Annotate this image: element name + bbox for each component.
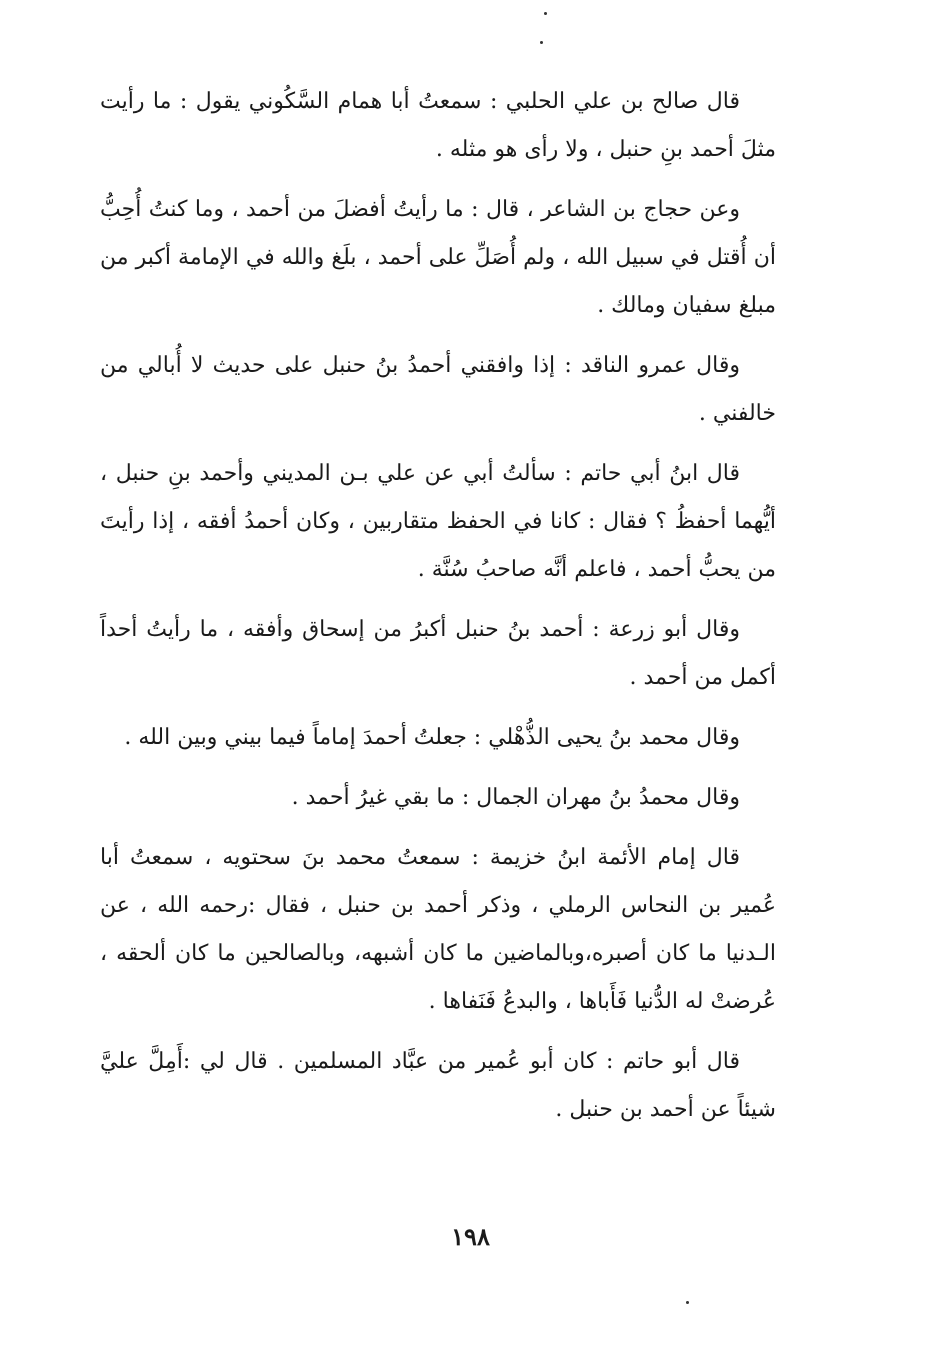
paragraph: وقال محمدُ بنُ مهران الجمال : ما بقي غيرُ أحمد . bbox=[291, 785, 740, 810]
speck-mark bbox=[686, 1301, 689, 1304]
paragraph: وقال محمد بنُ يحيى الذُّهْلي : جعلتُ أحمدَ إماماً فيما بيني وبين الله . bbox=[124, 725, 740, 750]
document-body bbox=[100, 78, 776, 1146]
paragraph: قال إمام الأئمة ابنُ خزيمة : سمعتُ محمد بنَ سحتويه ، سمعتُ أبا عُمير بن النحاس الرملي ، وذكر أحمد بن حنبل ، فقال :رحمه الله ، عن الـدنيا ما كان أصبره،وبالماضين ما كان أشبهه، وبالصالحين ما كان ألحقه ، عُرضتْ له الدُّنيا فَأَباها ، والبدعُ فَنَفاها . bbox=[100, 845, 776, 1014]
paragraph: قال أبو حاتم : كان أبو عُمير من عبَّاد المسلمين . قال لي :أَمِلَّ عليَّ شيئاً عن أحمد بن حنبل . bbox=[100, 1049, 776, 1122]
page-number: ١٩٨ bbox=[451, 1222, 490, 1251]
paragraph: قال صالح بن علي الحلبي : سمعتُ أبا همام السَّكُوني يقول : ما رأيت مثلَ أحمد بنِ حنبل ، ولا رأى هو مثله . bbox=[100, 89, 776, 162]
paragraph: قال ابنُ أبي حاتم : سألتُ أبي عن علي بـن المديني وأحمد بنِ حنبل ، أيُّهما أحفظُ ؟ فقال : كانا في الحفظ متقاربين ، وكان أحمدُ أفقه ، إذا رأيتَ من يحبُّ أحمد ، فاعلم أنَّه صاحبُ سُنَّة . bbox=[100, 461, 776, 582]
paragraph: وعن حجاج بن الشاعر ، قال : ما رأيتُ أفضلَ من أحمد ، وما كنتُ أُحِبُّ أن أُقتل في سبيل الله ، ولم أُصَلِّ على أحمد ، بلَغ والله في الإمامة أكبر من مبلغ سفيان ومالك . bbox=[100, 197, 776, 318]
paragraph: وقال أبو زرعة : أحمد بنُ حنبل أكبرُ من إسحاق وأفقه ، ما رأيتُ أحداً أكمل من أحمد . bbox=[100, 617, 776, 690]
paragraph: وقال عمرو الناقد : إذا وافقني أحمدُ بنُ حنبل على حديث لا أُبالي من خالفني . bbox=[100, 353, 776, 426]
speck-mark bbox=[540, 41, 543, 44]
speck-mark bbox=[544, 12, 547, 15]
